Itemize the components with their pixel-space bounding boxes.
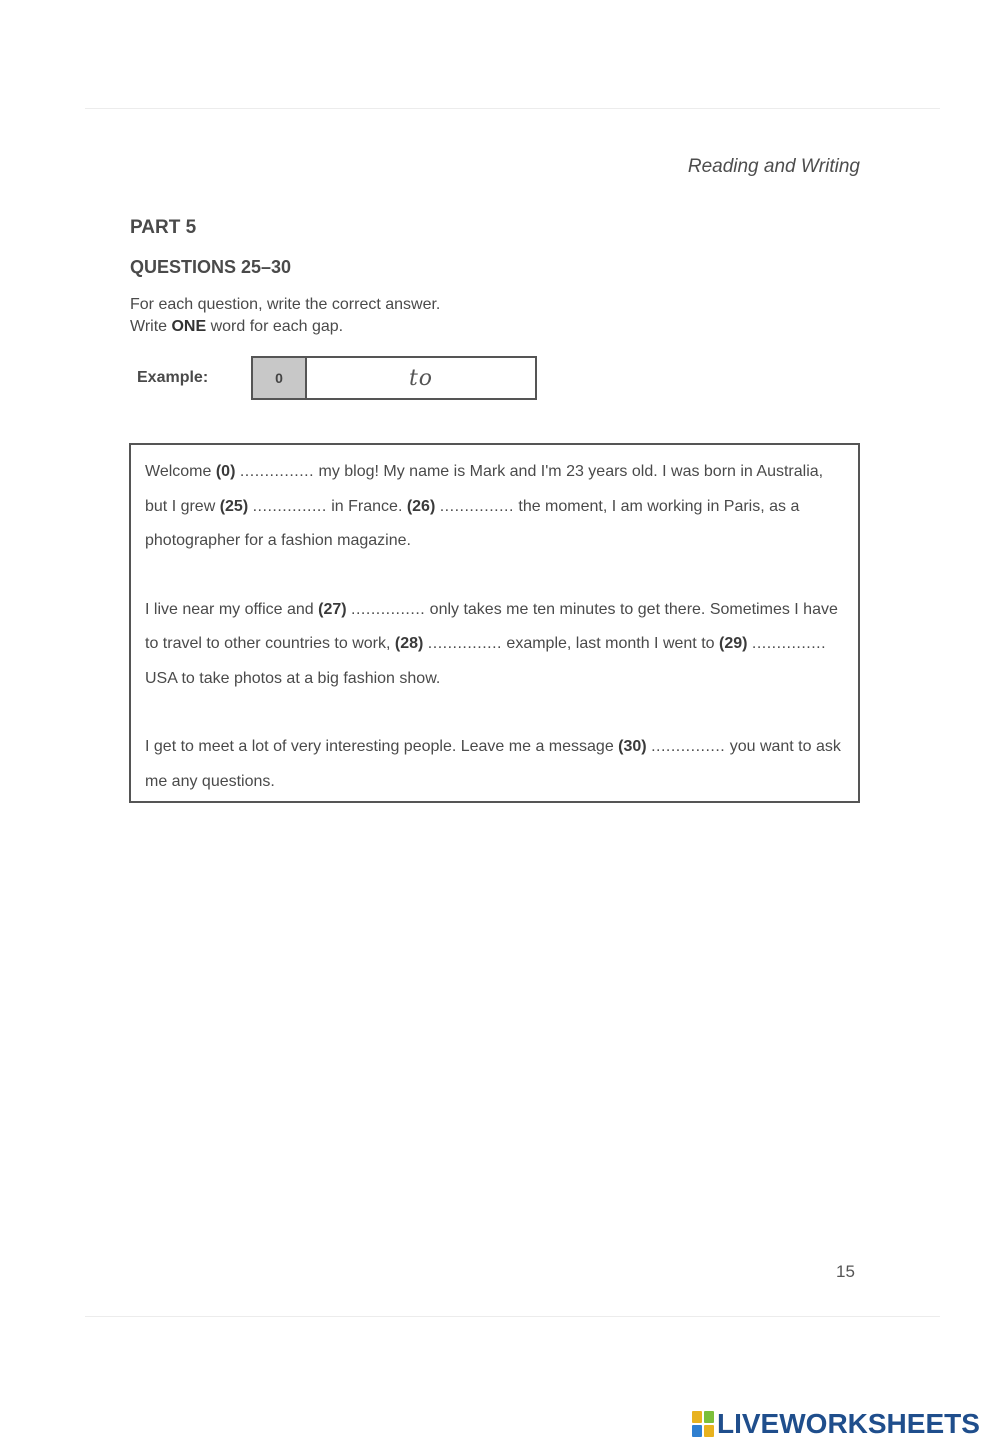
example-number: 0 bbox=[253, 358, 307, 398]
liveworksheets-watermark[interactable] bbox=[692, 1408, 980, 1440]
gap-28[interactable]: ............... bbox=[427, 635, 502, 652]
gap-number-30: (30) bbox=[618, 738, 647, 755]
section-title: Reading and Writing bbox=[687, 156, 860, 177]
liveworksheets-wordmark: LIVEWORKSHEETS bbox=[717, 1408, 980, 1439]
gap-29[interactable]: ............... bbox=[751, 635, 827, 652]
liveworksheets-logo-icon bbox=[692, 1411, 714, 1437]
top-rule bbox=[85, 108, 940, 109]
gap-0[interactable]: ............... bbox=[239, 463, 315, 480]
instruction-emphasis: ONE bbox=[171, 318, 207, 335]
example-label: Example: bbox=[137, 369, 209, 386]
instruction-line-2: Write ONE word for each gap. bbox=[130, 318, 344, 335]
blog-text-box bbox=[129, 443, 860, 803]
gap-number-29: (29) bbox=[718, 635, 748, 652]
example-answer: to bbox=[408, 365, 434, 391]
gap-number-26: (26) bbox=[406, 497, 436, 515]
gap-30[interactable]: ............... bbox=[651, 738, 726, 755]
instruction-line-1: For each question, write the correct answer. bbox=[130, 296, 441, 313]
gap-number-25: (25) bbox=[219, 497, 249, 515]
paragraph-1: Welcome (0) ............... my blog! My name is Mark and I'm 23 years old. I was born in Australia, but I grew (25) ............... in France. (26) ............... the moment, I am working in Paris, as a photographer for a fashion magazine. bbox=[145, 463, 824, 549]
example-box bbox=[251, 356, 537, 400]
questions-range: QUESTIONS 25–30 bbox=[130, 257, 292, 277]
paragraph-2: I live near my office and (27) ............... only takes me ten minutes to get there. Sometimes I have to travel to other countries to work, (28) ............... example, last month I went to (29) ............... USA to take photos at a big fashion show. bbox=[145, 600, 838, 687]
part-title: PART 5 bbox=[130, 217, 197, 238]
gap-27[interactable]: ............... bbox=[351, 600, 426, 618]
paragraph-3: I get to meet a lot of very interesting people. Leave me a message (30) ............... you want to ask me any questions. bbox=[145, 738, 841, 790]
gap-25[interactable]: ............... bbox=[252, 497, 327, 515]
gap-number-28: (28) bbox=[394, 635, 424, 652]
bottom-rule bbox=[85, 1316, 940, 1317]
gap-number-27: (27) bbox=[318, 600, 347, 618]
page-number: 15 bbox=[836, 1262, 855, 1281]
gap-26[interactable]: ............... bbox=[439, 497, 514, 515]
gap-number-0: (0) bbox=[215, 463, 236, 480]
